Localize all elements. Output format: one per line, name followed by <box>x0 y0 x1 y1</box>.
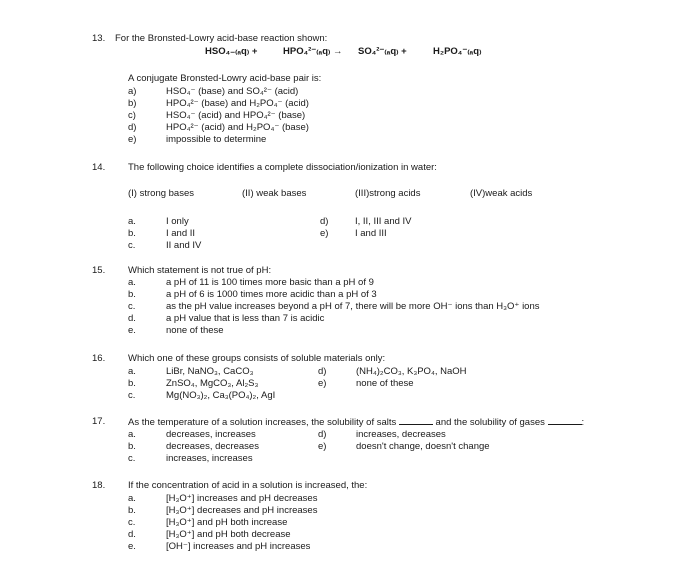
product-2: H₂PO₄⁻₍ₐq₎ <box>433 46 482 57</box>
option-letter[interactable]: e. <box>128 541 136 552</box>
option-text: LiBr, NaNO₃, CaCO₃ <box>166 366 254 377</box>
option-text: [H₃O⁺] and pH both increase <box>166 517 288 528</box>
choice-item: (I) strong bases <box>128 188 194 199</box>
stem-text-a: As the temperature of a solution increases, the solubility of salts <box>128 417 397 428</box>
reactant-1: HSO₄₋₍ₐq₎ + <box>205 46 258 57</box>
option-text: I only <box>166 216 189 227</box>
answer-blank-gases[interactable] <box>548 416 582 425</box>
option-letter[interactable]: d) <box>318 366 327 377</box>
choice-item: (IV)weak acids <box>470 188 533 199</box>
option-text: a pH of 6 is 1000 times more acidic than a pH of 3 <box>166 289 377 300</box>
choice-item: (II) weak bases <box>242 188 307 199</box>
option-text: a pH of 11 is 100 times more basic than a pH of 9 <box>166 277 374 288</box>
option-letter[interactable]: d) <box>318 429 327 440</box>
option-text: II and IV <box>166 240 202 251</box>
option-letter[interactable]: a. <box>128 493 136 504</box>
question-number: 14. <box>92 162 106 173</box>
option-text: decreases, increases <box>166 429 256 440</box>
option-letter[interactable]: a. <box>128 216 136 227</box>
choice-item: (III)strong acids <box>355 188 421 199</box>
option-letter[interactable]: c. <box>128 517 136 528</box>
reactant-2: HPO₄²⁻₍ₐq₎ → <box>283 46 343 57</box>
option-text: increases, increases <box>166 453 253 464</box>
option-text: HPO₄²⁻ (base) and H₂PO₄⁻ (acid) <box>166 98 309 109</box>
option-text: I, II, III and IV <box>355 216 412 227</box>
option-letter[interactable]: c. <box>128 453 136 464</box>
option-letter[interactable]: a. <box>128 277 136 288</box>
option-letter[interactable]: a. <box>128 429 136 440</box>
option-letter[interactable]: b. <box>128 441 136 452</box>
question-stem: For the Bronsted-Lowry acid-base reaction shown: <box>115 33 328 44</box>
option-letter[interactable]: d. <box>128 529 136 540</box>
option-text: decreases, decreases <box>166 441 259 452</box>
option-letter[interactable]: b. <box>128 378 136 389</box>
question-stem: Which statement is not true of pH: <box>128 265 272 276</box>
option-text: [OH⁻] increases and pH increases <box>166 541 311 552</box>
option-text: ZnSO₄, MgCO₃, Al₂S₃ <box>166 378 259 389</box>
option-letter[interactable]: e) <box>320 228 329 239</box>
option-letter[interactable]: e) <box>128 134 137 145</box>
option-text: HPO₄²⁻ (acid) and H₂PO₄⁻ (base) <box>166 122 309 133</box>
option-text: doesn't change, doesn't change <box>356 441 490 452</box>
option-text: HSO₄⁻ (acid) and HPO₄²⁻ (base) <box>166 110 306 121</box>
product-1: SO₄²⁻₍ₐq₎ + <box>358 46 407 57</box>
question-number: 15. <box>92 265 106 276</box>
question-number: 18. <box>92 480 106 491</box>
option-letter[interactable]: c. <box>128 301 136 312</box>
question-stem: The following choice identifies a complete dissociation/ionization in water: <box>128 162 437 173</box>
question-number: 17. <box>92 416 106 427</box>
option-text: none of these <box>356 378 414 389</box>
option-letter[interactable]: a. <box>128 366 136 377</box>
option-text: I and II <box>166 228 196 239</box>
option-text: I and III <box>355 228 387 239</box>
question-stem: Which one of these groups consists of soluble materials only: <box>128 353 386 364</box>
option-letter[interactable]: e) <box>318 378 327 389</box>
option-letter[interactable]: d. <box>128 313 136 324</box>
option-text: [H₃O⁺] decreases and pH increases <box>166 505 318 516</box>
option-letter[interactable]: e. <box>128 325 136 336</box>
stem-end: : <box>581 417 585 428</box>
option-text: increases, decreases <box>356 429 446 440</box>
question-stem: If the concentration of acid in a solution is increased, the: <box>128 480 368 491</box>
question-prompt: A conjugate Bronsted-Lowry acid-base pair is: <box>128 73 322 84</box>
option-letter[interactable]: d) <box>320 216 329 227</box>
option-text: as the pH value increases beyond a pH of 7, there will be more OH⁻ ions than H₃O⁺ ions <box>166 301 540 312</box>
option-text: [H₃O⁺] increases and pH decreases <box>166 493 318 504</box>
option-text: none of these <box>166 325 224 336</box>
option-letter[interactable]: b. <box>128 228 136 239</box>
option-text: [H₃O⁺] and pH both decrease <box>166 529 291 540</box>
stem-text-b: and the solubility of gases <box>435 417 545 428</box>
option-letter[interactable]: d) <box>128 122 137 133</box>
question-number: 13. <box>92 33 106 44</box>
option-text: Mg(NO₃)₂, Ca₃(PO₄)₂, AgI <box>166 390 276 401</box>
option-letter[interactable]: b) <box>128 98 137 109</box>
option-text: impossible to determine <box>166 134 267 145</box>
option-letter[interactable]: b. <box>128 505 136 516</box>
option-letter[interactable]: b. <box>128 289 136 300</box>
option-text: (NH₄)₂CO₃, K₃PO₄, NaOH <box>356 366 467 377</box>
option-letter[interactable]: e) <box>318 441 327 452</box>
option-text: a pH value that is less than 7 is acidic <box>166 313 325 324</box>
option-letter[interactable]: a) <box>128 86 137 97</box>
option-letter[interactable]: c) <box>128 110 136 121</box>
question-number: 16. <box>92 353 106 364</box>
option-letter[interactable]: c. <box>128 390 136 401</box>
option-text: HSO₄⁻ (base) and SO₄²⁻ (acid) <box>166 86 299 97</box>
option-letter[interactable]: c. <box>128 240 136 251</box>
answer-blank-salts[interactable] <box>399 416 433 425</box>
question-stem-part-a <box>128 416 584 428</box>
